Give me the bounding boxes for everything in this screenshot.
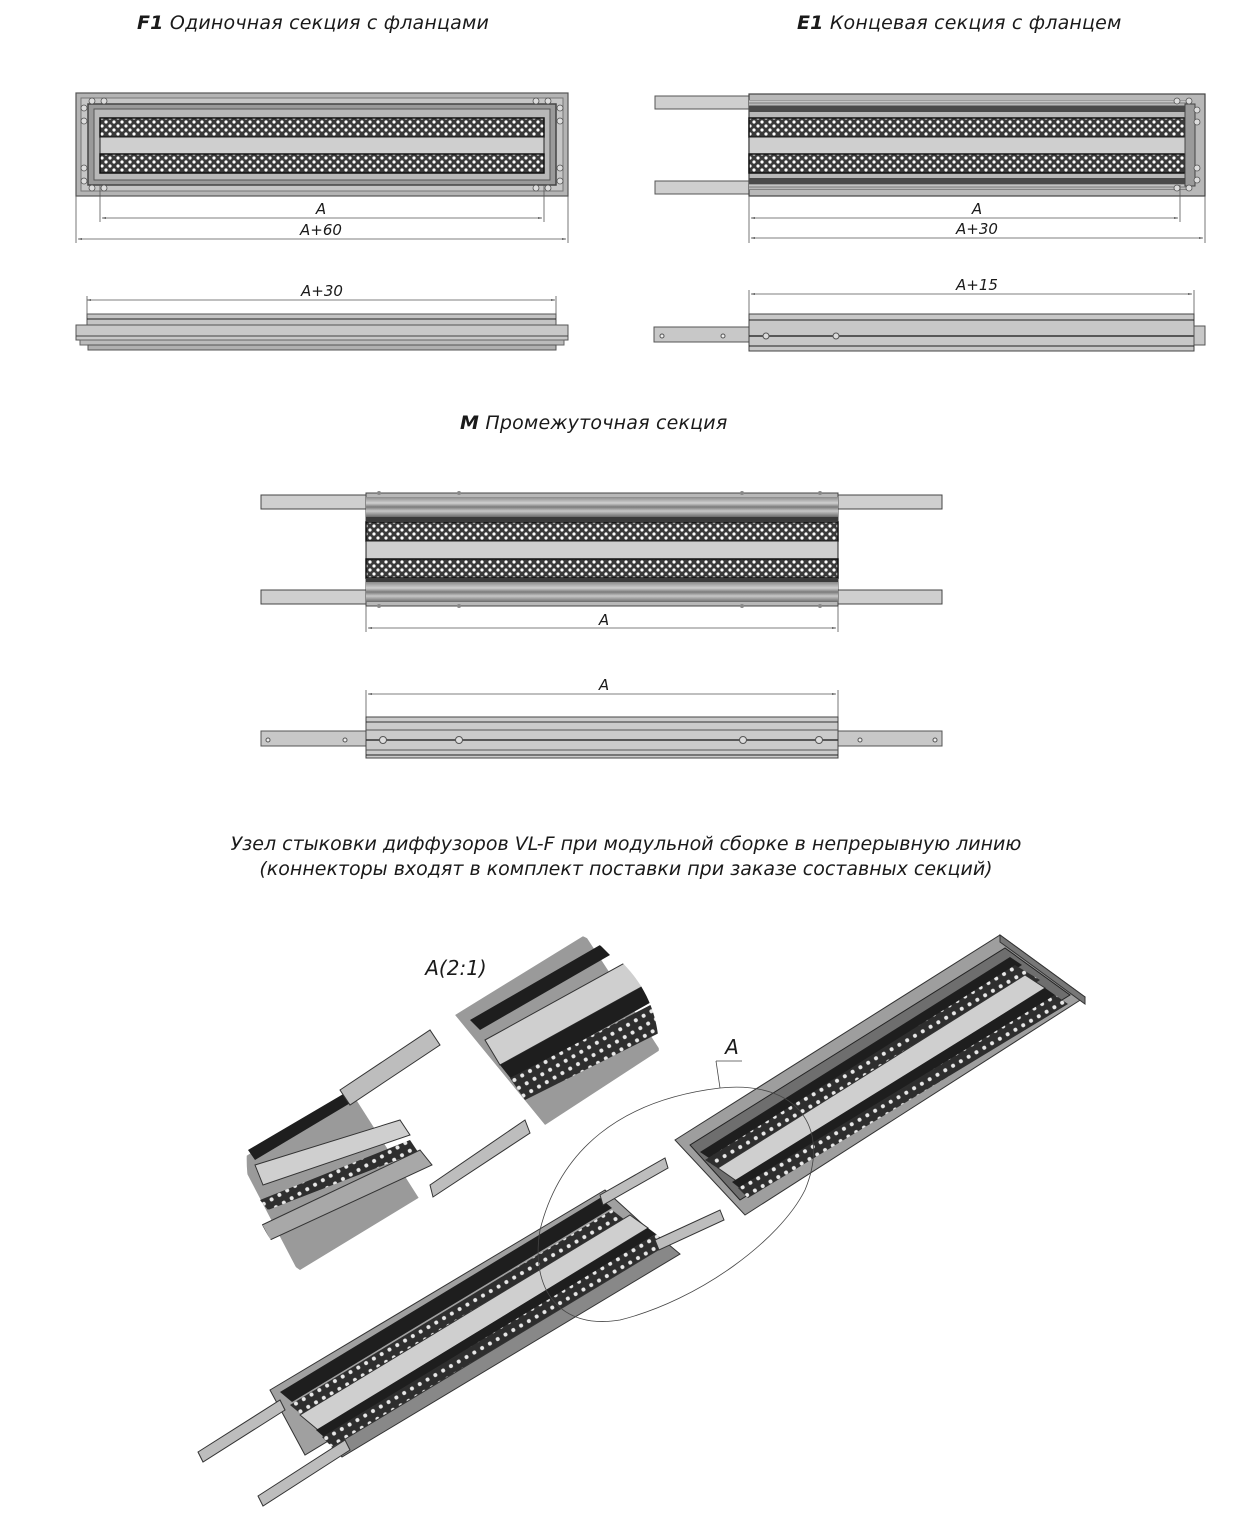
section-m-name: Промежуточная секция xyxy=(485,412,728,434)
e1-dim-a30: A+30 xyxy=(956,220,998,238)
section-m-code: M xyxy=(460,412,480,434)
assembly-isometric xyxy=(198,935,1085,1506)
f1-side-view xyxy=(76,282,568,350)
f1-dim-a30: A+30 xyxy=(301,282,343,300)
assembly-caption-line1: Узел стыковки диффузоров VL-F при модульной сборке в непрерывную линию xyxy=(230,833,1022,855)
section-e1-code: E1 xyxy=(797,12,824,34)
f1-top-view xyxy=(76,93,568,243)
section-f1-code: F1 xyxy=(137,12,164,34)
callout-label: A xyxy=(725,1035,739,1059)
m-dim-a-side: A xyxy=(598,676,610,694)
section-e1-name: Концевая секция с фланцем xyxy=(829,12,1122,34)
e1-dim-a15: A+15 xyxy=(956,276,998,294)
m-top-view xyxy=(261,491,942,632)
m-side-view xyxy=(261,676,942,758)
detail-label: A(2:1) xyxy=(425,956,487,980)
f1-dim-a60: A+60 xyxy=(300,221,342,239)
f1-dim-a: A xyxy=(315,200,327,218)
section-f1-name: Одиночная секция с фланцами xyxy=(169,12,490,34)
m-dim-a-top: A xyxy=(598,611,610,629)
e1-top-view xyxy=(655,94,1205,243)
e1-dim-a: A xyxy=(971,200,983,218)
assembly-caption-line2: (коннекторы входят в комплект поставки при заказе составных секций) xyxy=(259,858,993,880)
e1-side-view xyxy=(654,276,1205,351)
iso-right-section xyxy=(675,935,1085,1215)
